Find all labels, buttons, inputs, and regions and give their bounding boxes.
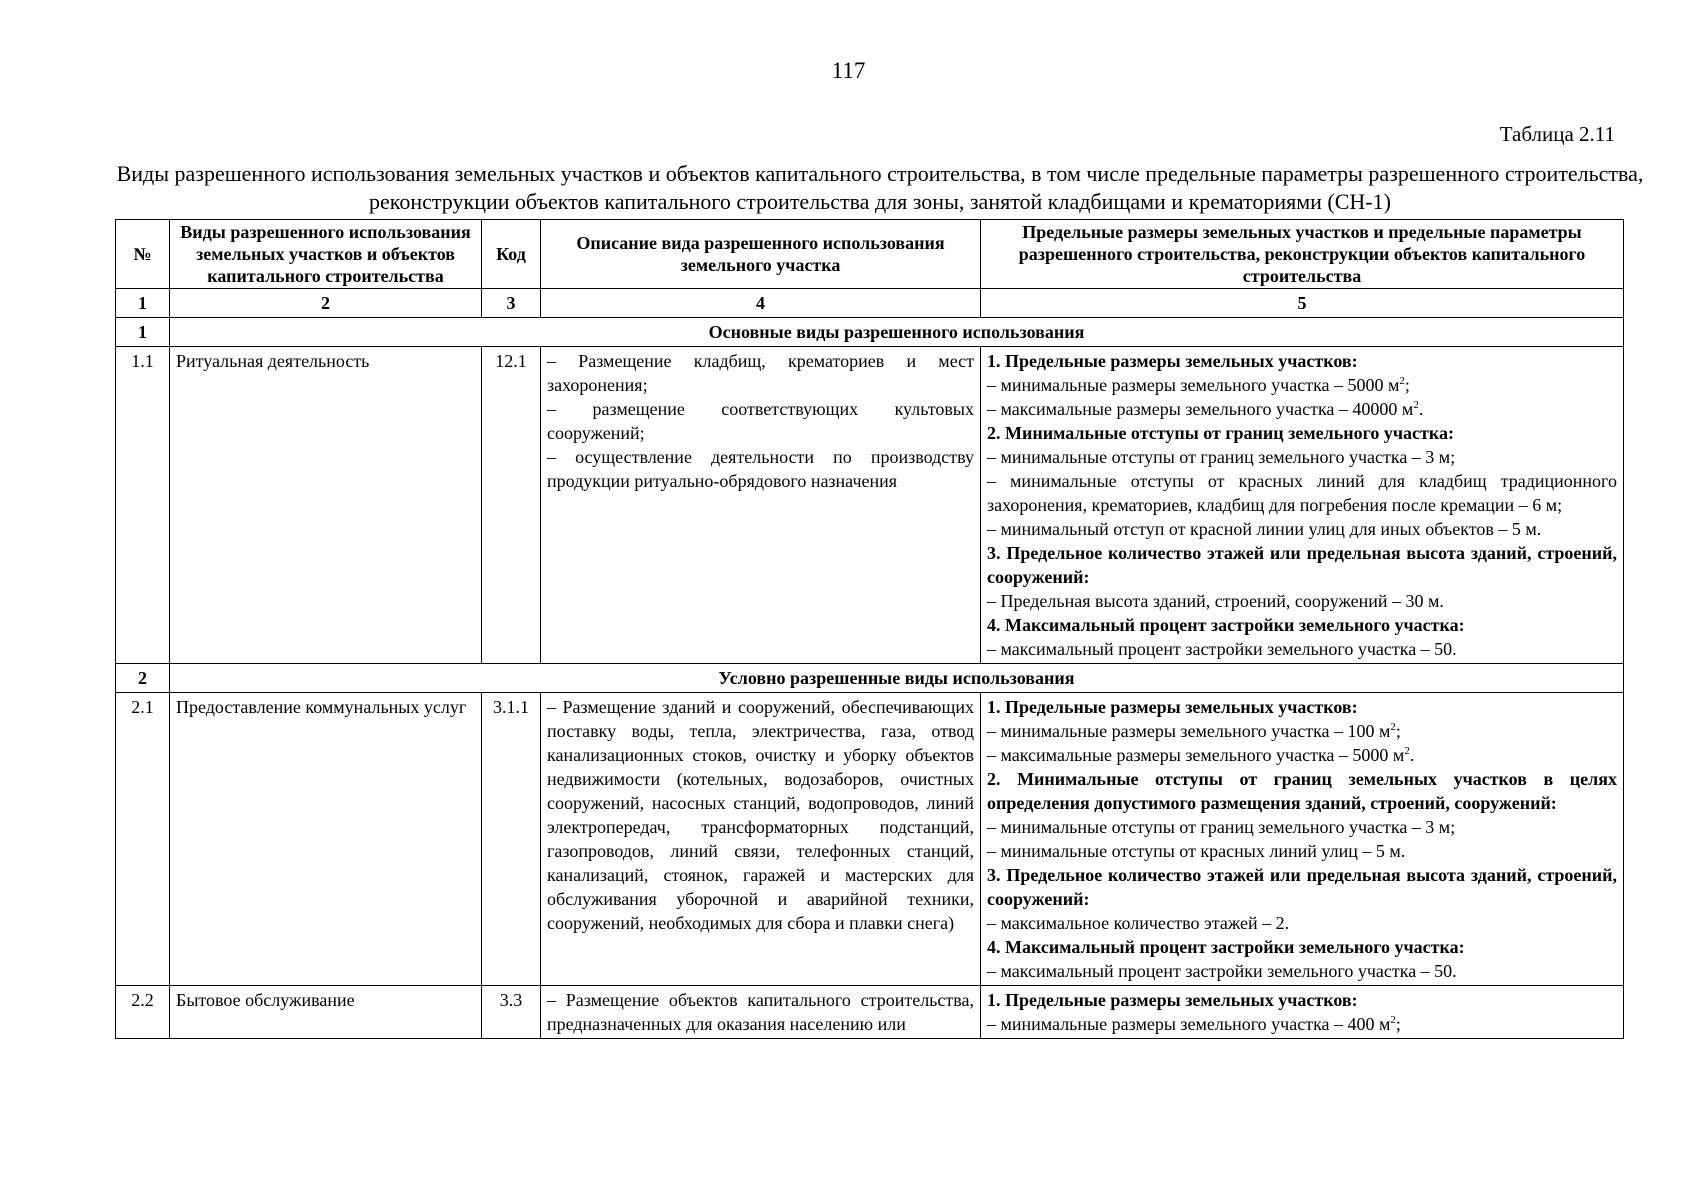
limit-item bbox=[987, 815, 1617, 839]
limit-text: – Предельная высота зданий, строений, сооружений – 30 м. bbox=[987, 591, 1444, 611]
use-description bbox=[541, 986, 981, 1039]
limit-item bbox=[987, 469, 1617, 517]
limit-punctuation: . bbox=[1418, 399, 1424, 419]
limit-item bbox=[987, 743, 1617, 767]
section-title: Основные виды разрешенного использования bbox=[170, 318, 1624, 347]
limit-heading bbox=[987, 421, 1617, 445]
table-caption: Виды разрешенного использования земельных участков и объектов капитального строительства, в том числе предельные параметры разрешенного строительства, реконструкции объектов капитального строительства для зоны, занятой кладбищами и крематориями (СН-1) bbox=[116, 161, 1644, 214]
limit-item bbox=[987, 719, 1617, 743]
use-description bbox=[541, 693, 981, 986]
table-header-row bbox=[116, 220, 1624, 289]
row-number: 2.1 bbox=[116, 693, 170, 986]
header-limits: Предельные размеры земельных участков и предельные параметры разрешенного строительства, реконструкции объектов капитального строительства bbox=[981, 220, 1624, 289]
column-numbers-row bbox=[116, 289, 1624, 318]
permitted-use-table bbox=[115, 219, 1624, 1039]
use-limits bbox=[981, 347, 1624, 664]
description-line: – Размещение зданий и сооружений, обеспечивающих поставку воды, тепла, электричества, газа, отвод канализационных стоков, очистку и уборку объектов недвижимости (котельных, водозаборов, очистных сооружений, насосных станций, водопроводов, линий электропередач, трансформаторных подстанций, газопроводов, линий связи, телефонных станций, канализаций, стоянок, гаражей и мастерских для обслуживания уборочной и аварийной техники, сооружений, необходимых для сбора и плавки снега) bbox=[547, 697, 974, 933]
limit-text: – максимальные размеры земельного участка – 5000 м bbox=[987, 745, 1405, 765]
limit-heading bbox=[987, 695, 1617, 719]
limit-text: – минимальные отступы от красных линий улиц – 5 м. bbox=[987, 841, 1406, 861]
limit-item bbox=[987, 589, 1617, 613]
header-no: № bbox=[116, 220, 170, 289]
limit-text: 1. Предельные размеры земельных участков: bbox=[987, 990, 1358, 1010]
section-row bbox=[116, 664, 1624, 693]
limit-item bbox=[987, 1012, 1617, 1036]
limit-item bbox=[987, 911, 1617, 935]
limit-item bbox=[987, 397, 1617, 421]
limit-text: – минимальные отступы от границ земельного участка – 3 м; bbox=[987, 817, 1456, 837]
limit-unit-superscript: 2 bbox=[1390, 721, 1396, 733]
row-number: 1.1 bbox=[116, 347, 170, 664]
use-type: Ритуальная деятельность bbox=[170, 347, 482, 664]
column-number: 2 bbox=[170, 289, 482, 318]
limit-heading bbox=[987, 349, 1617, 373]
limit-item bbox=[987, 839, 1617, 863]
limit-text: 1. Предельные размеры земельных участков: bbox=[987, 351, 1358, 371]
table-row bbox=[116, 347, 1624, 664]
limit-item bbox=[987, 373, 1617, 397]
limit-item bbox=[987, 517, 1617, 541]
limit-text: 2. Минимальные отступы от границ земельных участков в целях определения допустимого размещения зданий, строений, сооружений: bbox=[987, 769, 1617, 813]
limit-heading bbox=[987, 767, 1617, 815]
limit-text: – минимальный отступ от красной линии улиц для иных объектов – 5 м. bbox=[987, 519, 1542, 539]
limit-text: – минимальные размеры земельного участка – 5000 м bbox=[987, 375, 1400, 395]
table-row bbox=[116, 693, 1624, 986]
limit-punctuation: ; bbox=[1395, 1014, 1401, 1034]
section-title: Условно разрешенные виды использования bbox=[170, 664, 1624, 693]
limit-unit-superscript: 2 bbox=[1390, 1014, 1396, 1026]
limit-unit-superscript: 2 bbox=[1399, 375, 1405, 387]
description-line: – размещение соответствующих культовых сооружений; bbox=[547, 399, 974, 443]
column-number: 5 bbox=[981, 289, 1624, 318]
header-description: Описание вида разрешенного использования земельного участка bbox=[541, 220, 981, 289]
description-line: – осуществление деятельности по производству продукции ритуально-обрядового назначения bbox=[547, 447, 974, 491]
use-limits bbox=[981, 693, 1624, 986]
section-number: 2 bbox=[116, 664, 170, 693]
limit-text: 4. Максимальный процент застройки земельного участка: bbox=[987, 615, 1465, 635]
limit-unit-superscript: 2 bbox=[1413, 399, 1419, 411]
description-line: – Размещение кладбищ, крематориев и мест захоронения; bbox=[547, 351, 974, 395]
limit-text: – минимальные размеры земельного участка – 400 м bbox=[987, 1014, 1391, 1034]
limit-item bbox=[987, 637, 1617, 661]
use-type: Предоставление коммунальных услуг bbox=[170, 693, 482, 986]
limit-heading bbox=[987, 863, 1617, 911]
use-code: 12.1 bbox=[482, 347, 541, 664]
limit-text: – максимальный процент застройки земельного участка – 50. bbox=[987, 961, 1457, 981]
use-limits bbox=[981, 986, 1624, 1039]
header-use-type: Виды разрешенного использования земельных участков и объектов капитального строительства bbox=[170, 220, 482, 289]
use-code: 3.1.1 bbox=[482, 693, 541, 986]
limit-unit-superscript: 2 bbox=[1404, 745, 1410, 757]
limit-text: – минимальные размеры земельного участка – 100 м bbox=[987, 721, 1391, 741]
column-number: 3 bbox=[482, 289, 541, 318]
row-number: 2.2 bbox=[116, 986, 170, 1039]
limit-text: 3. Предельное количество этажей или предельная высота зданий, строений, сооружений: bbox=[987, 543, 1617, 587]
limit-text: – максимальные размеры земельного участка – 40000 м bbox=[987, 399, 1414, 419]
header-code: Код bbox=[482, 220, 541, 289]
column-number: 4 bbox=[541, 289, 981, 318]
limit-text: 2. Минимальные отступы от границ земельного участка: bbox=[987, 423, 1454, 443]
limit-item bbox=[987, 445, 1617, 469]
limit-text: – максимальное количество этажей – 2. bbox=[987, 913, 1290, 933]
limit-punctuation: ; bbox=[1395, 721, 1401, 741]
limit-text: 3. Предельное количество этажей или предельная высота зданий, строений, сооружений: bbox=[987, 865, 1617, 909]
limit-text: – минимальные отступы от красных линий для кладбищ традиционного захоронения, крематориев, кладбищ для погребения после кремации – 6 м; bbox=[987, 471, 1617, 515]
table-row bbox=[116, 986, 1624, 1039]
column-number: 1 bbox=[116, 289, 170, 318]
page-number: 117 bbox=[831, 58, 866, 83]
limit-heading bbox=[987, 988, 1617, 1012]
limit-heading bbox=[987, 935, 1617, 959]
limit-punctuation: . bbox=[1409, 745, 1415, 765]
limit-text: – минимальные отступы от границ земельного участка – 3 м; bbox=[987, 447, 1456, 467]
limit-heading bbox=[987, 613, 1617, 637]
use-description bbox=[541, 347, 981, 664]
limit-item bbox=[987, 959, 1617, 983]
limit-text: 1. Предельные размеры земельных участков: bbox=[987, 697, 1358, 717]
limit-punctuation: ; bbox=[1404, 375, 1410, 395]
section-number: 1 bbox=[116, 318, 170, 347]
section-row bbox=[116, 318, 1624, 347]
limit-text: 4. Максимальный процент застройки земельного участка: bbox=[987, 937, 1465, 957]
description-line: – Размещение объектов капитального строительства, предназначенных для оказания населению или bbox=[547, 990, 974, 1034]
limit-heading bbox=[987, 541, 1617, 589]
limit-text: – максимальный процент застройки земельного участка – 50. bbox=[987, 639, 1457, 659]
table-label: Таблица 2.11 bbox=[1499, 122, 1615, 146]
use-code: 3.3 bbox=[482, 986, 541, 1039]
use-type: Бытовое обслуживание bbox=[170, 986, 482, 1039]
